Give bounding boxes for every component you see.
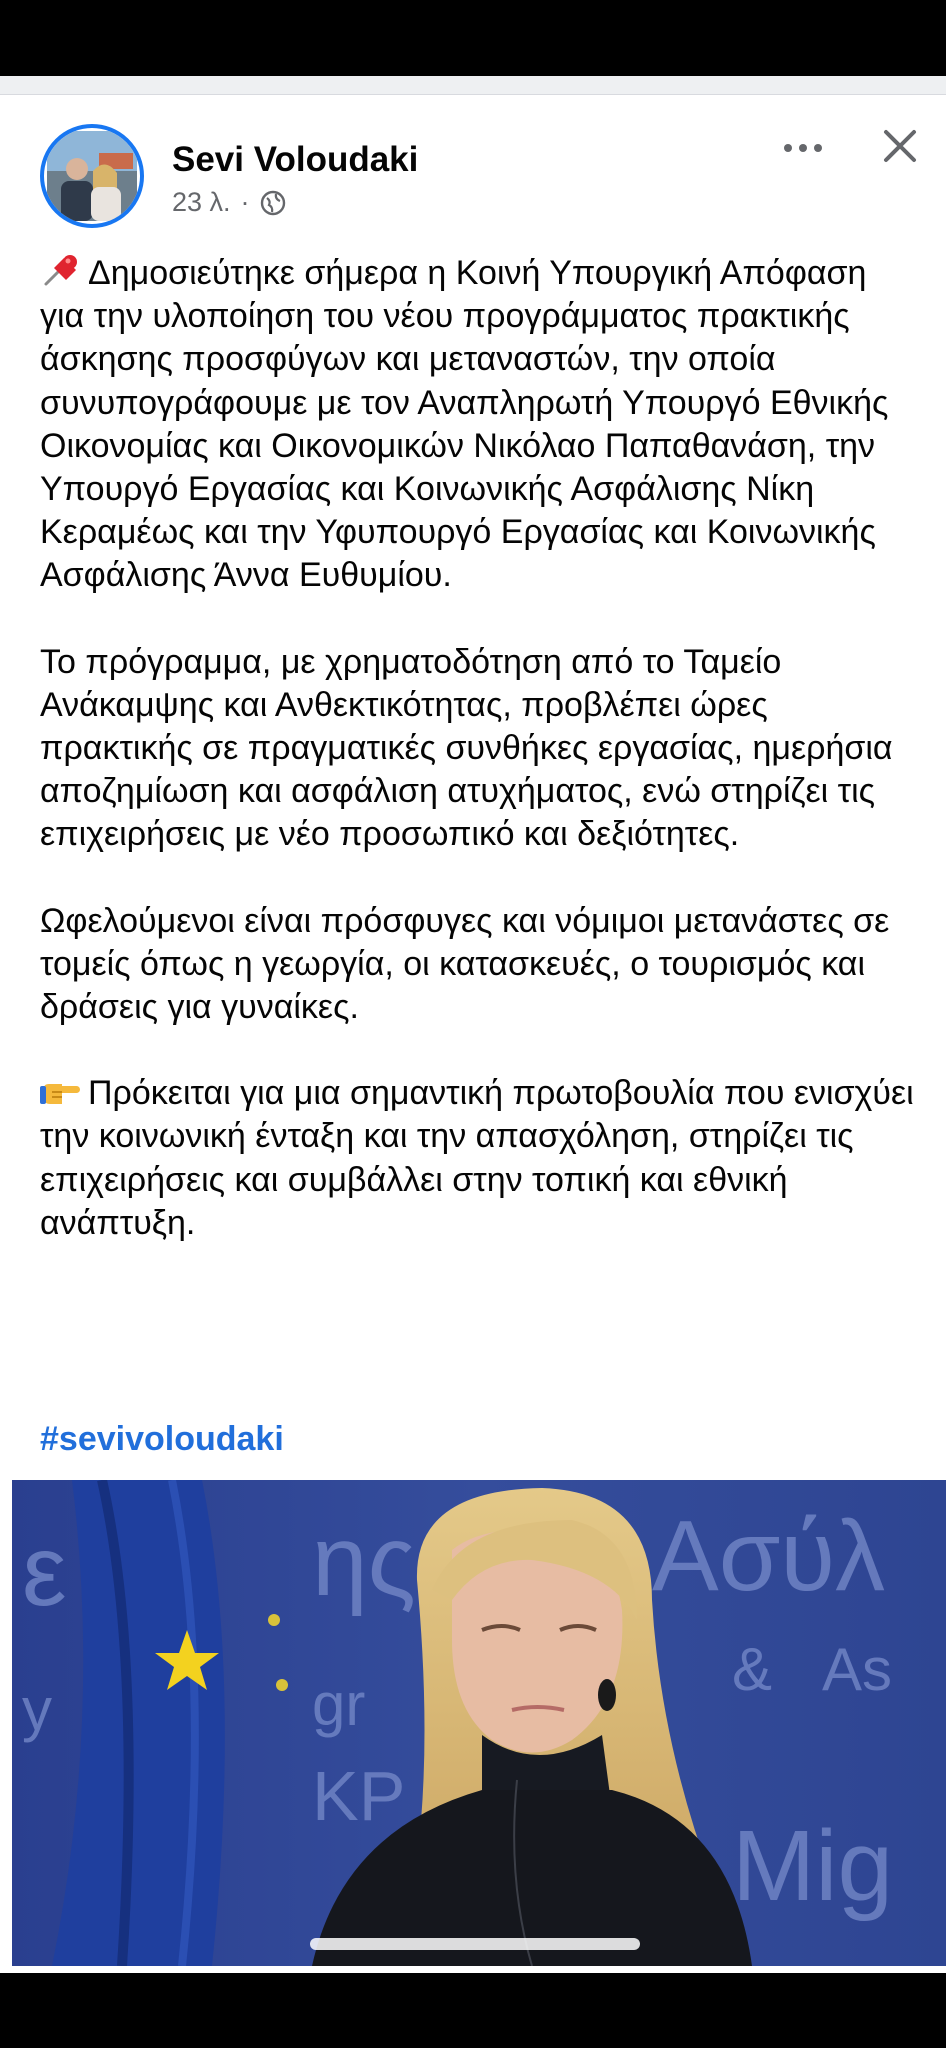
backdrop-word-5: gr [312, 1671, 366, 1738]
author-avatar[interactable] [40, 124, 144, 228]
pushpin-icon [40, 254, 82, 288]
post-body [40, 252, 920, 1288]
card-divider [0, 76, 946, 95]
backdrop-word-7: As [822, 1636, 893, 1703]
post-paragraph-2: Το πρόγραμμα, με χρηματοδότηση από το Ταμείο Ανάκαμψης και Ανθεκτικότητας, προβλέπει ώρες πρακτικής σε πραγματικές συνθήκες εργασίας, ημερήσια αποζημίωση και ασφάλιση ατυχήματος, ενώ στηρίζει τις επιχειρήσεις με νέο προσωπικό και δεξιότητες. [40, 642, 893, 854]
post-meta [172, 187, 286, 218]
scroll-indicator [310, 1938, 640, 1950]
navigation-bar [0, 1973, 946, 2048]
post-paragraph-4 [40, 1072, 920, 1245]
backdrop-word-4: y [22, 1676, 52, 1743]
post-time[interactable]: 23 λ. [172, 187, 231, 217]
backdrop-word-9: Mig [732, 1810, 894, 1922]
photo-image [12, 1480, 946, 1966]
backdrop-word-2: ης [312, 1505, 416, 1617]
backdrop-word-1: ε [22, 1515, 67, 1627]
meta-separator: · [240, 187, 250, 217]
close-icon[interactable] [880, 126, 920, 166]
post-paragraph-1-text: Δημοσιεύτηκε σήμερα η Κοινή Υπουργική Απόφαση για την υλοποίηση του νέου προγράμματος πρακτικής άσκησης προσφύγων και μεταναστών, την οποία συνυπογράφουμε με τον Αναπληρωτή Υπουργό Εθνικής Οικονομίας και Οικονομικών Νικόλαο Παπαθανάση, την Υπουργό Εργασίας και Κοινωνικής Ασφάλισης Νίκη Κεραμέως και την Υφυπουργό Εργασίας και Κοινωνικής Ασφάλισης Άννα Ευθυμίου. [40, 254, 889, 595]
avatar-image [47, 131, 137, 221]
pointing-hand-icon [40, 1074, 82, 1108]
backdrop-word-8: ΚΡ [312, 1757, 406, 1835]
post-photo[interactable] [12, 1480, 946, 1966]
post-paragraph-1 [40, 252, 920, 598]
hashtag-link[interactable]: #sevivoloudaki [40, 1420, 284, 1458]
globe-icon [260, 190, 286, 216]
backdrop-word-3: Ασύλ [652, 1500, 886, 1612]
author-name[interactable]: Sevi Voloudaki [172, 140, 419, 179]
backdrop-word-6: & [732, 1636, 773, 1703]
status-bar [0, 0, 946, 76]
post-paragraph-4-text: Πρόκειται για μια σημαντική πρωτοβουλία που ενισχύει την κοινωνική ένταξη και την απασχόληση, στηρίζει τις επιχειρήσεις και συμβάλλει στην τοπική και εθνική ανάπτυξη. [40, 1074, 914, 1242]
post-card [0, 76, 946, 1973]
post-paragraph-3: Ωφελούμενοι είναι πρόσφυγες και νόμιμοι μετανάστες σε τομείς όπως η γεωργία, οι κατασκευές, ο τουρισμός και δράσεις για γυναίκες. [40, 901, 890, 1027]
more-dots-icon[interactable] [780, 128, 826, 168]
